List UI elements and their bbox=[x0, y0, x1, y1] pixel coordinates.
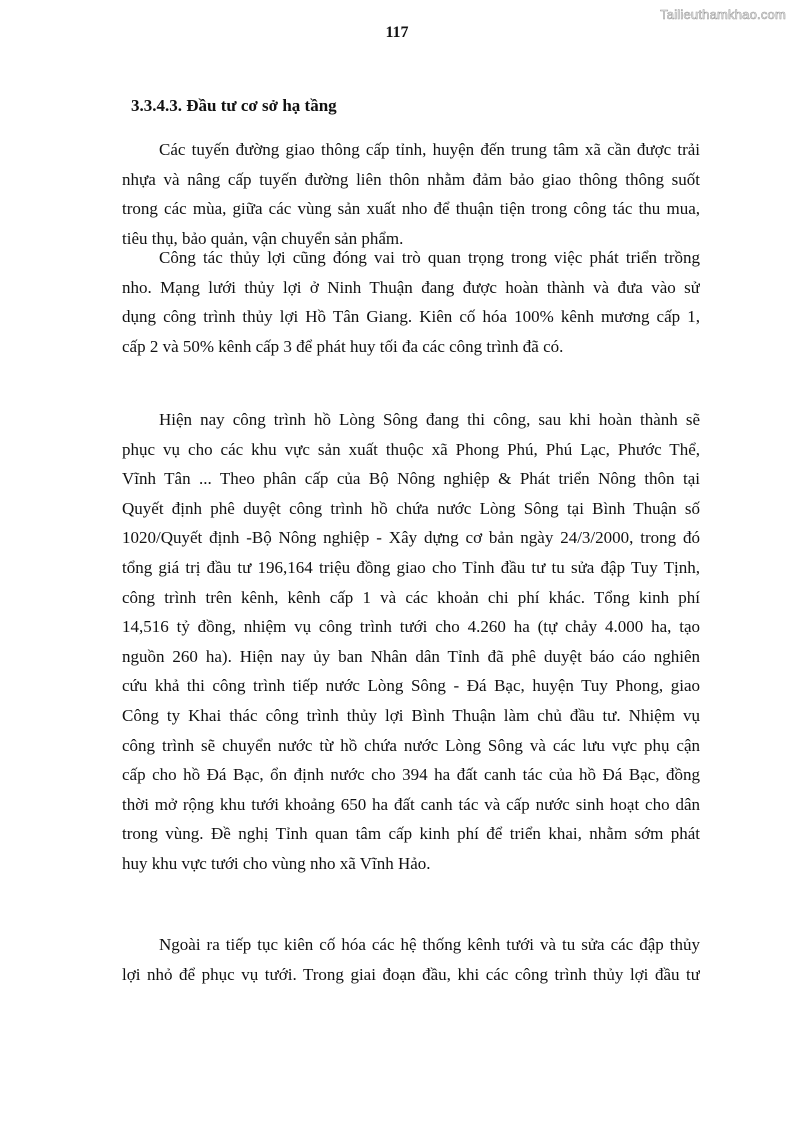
text-line: Ngoài ra tiếp tục kiên cố hóa các hệ thống kênh tưới và tu sửa các đập thủy bbox=[159, 935, 700, 954]
text-line: nhựa và nâng cấp tuyến đường liên thôn nhằm đảm bảo giao thông thông suốt bbox=[122, 169, 700, 189]
text-line: Công tác thủy lợi cũng đóng vai trò quan trọng trong việc phát triển trồng bbox=[159, 248, 700, 267]
watermark: Tailieuthamkhao.com bbox=[660, 7, 786, 22]
text-line: dụng công trình thủy lợi Hồ Tân Giang. Kiên cố hóa 100% kênh mương cấp 1, bbox=[122, 307, 700, 327]
text-line: lợi nhỏ để phục vụ tưới. Trong giai đoạn đầu, khi các công trình thủy lợi đầu tư bbox=[122, 964, 700, 984]
text-line: cấp 2 và 50% kênh cấp 3 để phát huy tối đa các công trình đã có. bbox=[122, 336, 564, 356]
text-line: trong vùng. Đề nghị Tỉnh quan tâm cấp kinh phí để triển khai, nhằm sớm phát bbox=[122, 824, 700, 844]
paragraph-2 bbox=[122, 243, 700, 361]
paragraph-1 bbox=[122, 135, 700, 253]
text-line: huy khu vực tưới cho vùng nho xã Vĩnh Hảo. bbox=[122, 853, 431, 873]
section-heading: 3.3.4.3. Đầu tư cơ sở hạ tầng bbox=[131, 96, 337, 115]
text-line: cứu khả thi công trình tiếp nước Lòng Sông - Đá Bạc, huyện Tuy Phong, giao bbox=[122, 676, 700, 696]
text-line: Hiện nay công trình hồ Lòng Sông đang thi công, sau khi hoàn thành sẽ bbox=[159, 410, 700, 429]
text-line: cấp cho hồ Đá Bạc, ổn định nước cho 394 ha đất canh tác của hồ Đá Bạc, đồng bbox=[122, 765, 700, 785]
text-line: nguồn 260 ha). Hiện nay ủy ban Nhân dân Tỉnh đã phê duyệt báo cáo nghiên bbox=[122, 646, 700, 666]
text-line: trong các mùa, giữa các vùng sản xuất nho để thuận tiện trong công tác thu mua, bbox=[122, 199, 700, 219]
text-line: tiêu thụ, bảo quản, vận chuyển sản phẩm. bbox=[122, 228, 404, 248]
text-line: nho. Mạng lưới thủy lợi ở Ninh Thuận đang được hoàn thành và đưa vào sử bbox=[122, 277, 700, 297]
text-line: thời mở rộng khu tưới khoảng 650 ha đất canh tác và cấp nước sinh hoạt cho dân bbox=[122, 794, 700, 814]
text-line: công trình trên kênh, kênh cấp 1 và các khoản chi phí khác. Tổng kinh phí bbox=[122, 587, 700, 607]
paragraph-4 bbox=[122, 930, 700, 989]
text-line: công trình sẽ chuyển nước từ hồ chứa nước Lòng Sông và các lưu vực phụ cận bbox=[122, 735, 700, 755]
text-line: Vĩnh Tân ... Theo phân cấp của Bộ Nông nghiệp & Phát triển Nông thôn tại bbox=[122, 469, 700, 489]
text-line: Công ty Khai thác công trình thủy lợi Bình Thuận làm chủ đầu tư. Nhiệm vụ bbox=[122, 705, 700, 725]
text-line: 14,516 tỷ đồng, nhiệm vụ công trình tưới cho 4.260 ha (tự chảy 4.000 ha, tạo bbox=[122, 617, 700, 637]
text-line: Các tuyến đường giao thông cấp tỉnh, huyện đến trung tâm xã cần được trải bbox=[159, 140, 700, 159]
text-line: 1020/Quyết định -Bộ Nông nghiệp - Xây dựng cơ bản ngày 24/3/2000, trong đó bbox=[122, 528, 700, 548]
text-line: Quyết định phê duyệt công trình hồ chứa nước Lòng Sông tại Bình Thuận số bbox=[122, 498, 700, 518]
text-line: phục vụ cho các khu vực sản xuất thuộc xã Phong Phú, Phú Lạc, Phước Thể, bbox=[122, 439, 700, 459]
page-number: 117 bbox=[385, 24, 409, 41]
paragraph-3 bbox=[122, 405, 700, 879]
text-line: tổng giá trị đầu tư 196,164 triệu đồng giao cho Tỉnh đầu tư tu sửa đập Tuy Tịnh, bbox=[122, 557, 700, 577]
